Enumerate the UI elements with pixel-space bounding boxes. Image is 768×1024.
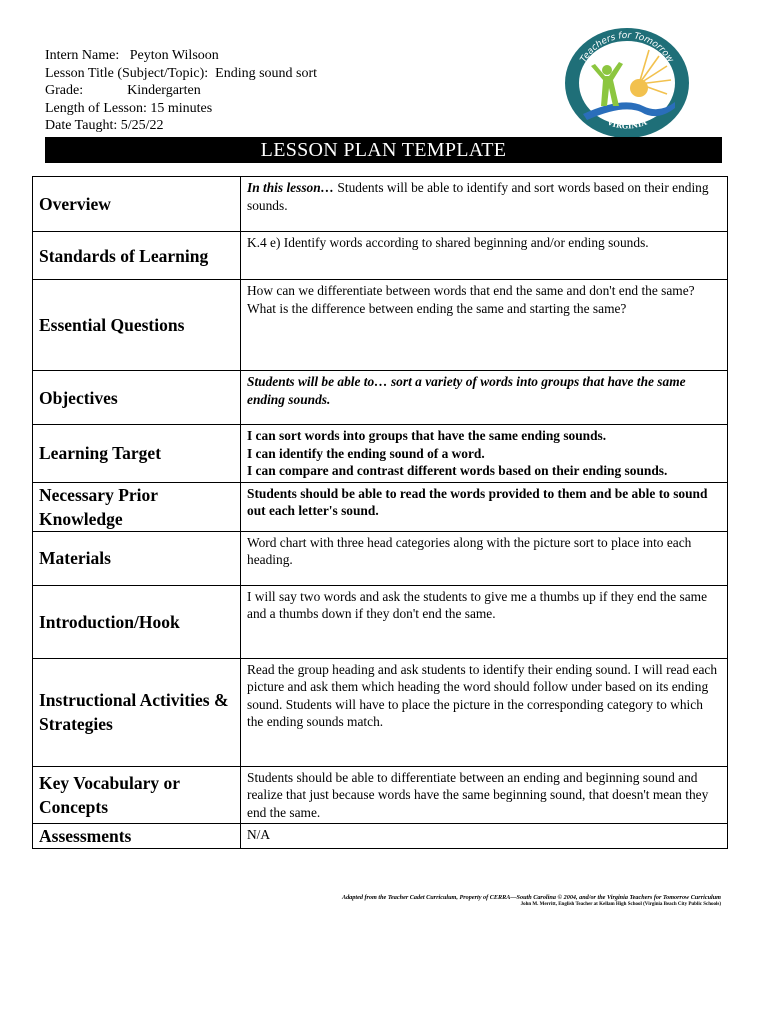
logo-bottom-text: VIRGINIA bbox=[605, 117, 649, 131]
row-overview bbox=[33, 177, 728, 232]
intern-name-label: Intern Name: bbox=[45, 48, 120, 63]
row-materials bbox=[33, 531, 728, 585]
grade-row bbox=[45, 82, 317, 100]
row-standards bbox=[33, 232, 728, 280]
essential-questions-label: Essential Questions bbox=[33, 280, 241, 371]
date-value: 5/25/22 bbox=[120, 118, 164, 133]
assessments-label: Assessments bbox=[33, 824, 241, 849]
introduction-hook-content: I will say two words and ask the students to give me a thumbs up if they end the same and a thumbs down if they don't end the same. bbox=[241, 585, 728, 658]
logo-arc-text: Teachers for Tomorrow bbox=[578, 30, 676, 65]
lesson-plan-table bbox=[32, 176, 728, 849]
objectives-content: Students will be able to… sort a variety of words into groups that have the same ending sounds. bbox=[241, 371, 728, 425]
prior-knowledge-label: Necessary Prior Knowledge bbox=[33, 482, 241, 531]
row-learning-target bbox=[33, 425, 728, 483]
learning-target-content bbox=[241, 425, 728, 483]
grade-value: Kindergarten bbox=[127, 83, 201, 98]
row-essential-questions bbox=[33, 280, 728, 371]
lesson-title-value: Ending sound sort bbox=[215, 65, 318, 81]
length-row bbox=[45, 100, 317, 118]
teachers-for-tomorrow-logo bbox=[563, 26, 691, 140]
materials-content: Word chart with three head categories along with the picture sort to place into each heading. bbox=[241, 531, 728, 585]
objectives-label: Objectives bbox=[33, 371, 241, 425]
date-row bbox=[45, 117, 317, 135]
essential-question-1: How can we differentiate between words that end the same and don't end the same? bbox=[247, 283, 695, 298]
row-assessments bbox=[33, 824, 728, 849]
key-vocabulary-label: Key Vocabulary or Concepts bbox=[33, 766, 241, 824]
overview-lead: In this lesson… bbox=[247, 180, 335, 195]
sun-icon bbox=[630, 79, 648, 97]
lesson-plan-banner: LESSON PLAN TEMPLATE bbox=[45, 137, 722, 163]
learning-target-3: I can compare and contrast different words based on their ending sounds. bbox=[247, 463, 668, 478]
page-footer bbox=[342, 894, 721, 907]
standards-label: Standards of Learning bbox=[33, 232, 241, 280]
lesson-title-row bbox=[45, 65, 317, 83]
essential-questions-content bbox=[241, 280, 728, 371]
footer-credit-line: Adapted from the Teacher Cadet Curriculum, Property of CERRA—South Carolina © 2004, and/or the Virginia Teachers for Tomorrow Curriculum bbox=[341, 894, 721, 901]
learning-target-1: I can sort words into groups that have the same ending sounds. bbox=[247, 428, 607, 443]
assessments-content: N/A bbox=[241, 824, 728, 849]
standards-content: K.4 e) Identify words according to shared beginning and/or ending sounds. bbox=[241, 232, 728, 280]
footer-author-line: John M. Merritt, English Teacher at Kellam High School (Virginia Beach City Public Schools) bbox=[520, 902, 721, 907]
lesson-header-info bbox=[45, 47, 317, 135]
prior-knowledge-content: Students should be able to read the words provided to them and be able to sound out each letter's sound. bbox=[241, 482, 728, 531]
instructional-activities-content: Read the group heading and ask students to identify their ending sound. I will read each picture and ask them which heading the word should follow under based on its ending sound. Students will have to place the picture in the corresponding category to which the ending sounds match. bbox=[241, 658, 728, 766]
learning-target-2: I can identify the ending sound of a word. bbox=[247, 445, 485, 461]
intern-name-row bbox=[45, 47, 317, 65]
introduction-hook-label: Introduction/Hook bbox=[33, 585, 241, 658]
date-label: Date Taught: bbox=[45, 118, 118, 133]
overview-label: Overview bbox=[33, 177, 241, 232]
key-vocabulary-content: Students should be able to differentiate between an ending and beginning sound and realize that just because words have the same beginning sound, that doesn't mean they end the same. bbox=[241, 766, 728, 824]
length-label: Length of Lesson: bbox=[45, 100, 147, 116]
length-value: 15 minutes bbox=[150, 100, 213, 116]
intern-name-value: Peyton Wilsoon bbox=[129, 48, 219, 63]
instructional-activities-label: Instructional Activities & Strategies bbox=[33, 658, 241, 766]
row-prior-knowledge bbox=[33, 482, 728, 531]
overview-content bbox=[241, 177, 728, 232]
materials-label: Materials bbox=[33, 531, 241, 585]
row-introduction-hook bbox=[33, 585, 728, 658]
essential-question-2: What is the difference between ending the same and starting the same? bbox=[247, 300, 627, 316]
overview-text: Students will be able to identify and sort words based on their ending sounds. bbox=[247, 180, 709, 213]
row-key-vocabulary bbox=[33, 766, 728, 824]
learning-target-label: Learning Target bbox=[33, 425, 241, 483]
lesson-title-label: Lesson Title (Subject/Topic): bbox=[45, 65, 209, 81]
grade-label: Grade: bbox=[45, 83, 84, 98]
row-objectives bbox=[33, 371, 728, 425]
row-instructional-activities bbox=[33, 658, 728, 766]
